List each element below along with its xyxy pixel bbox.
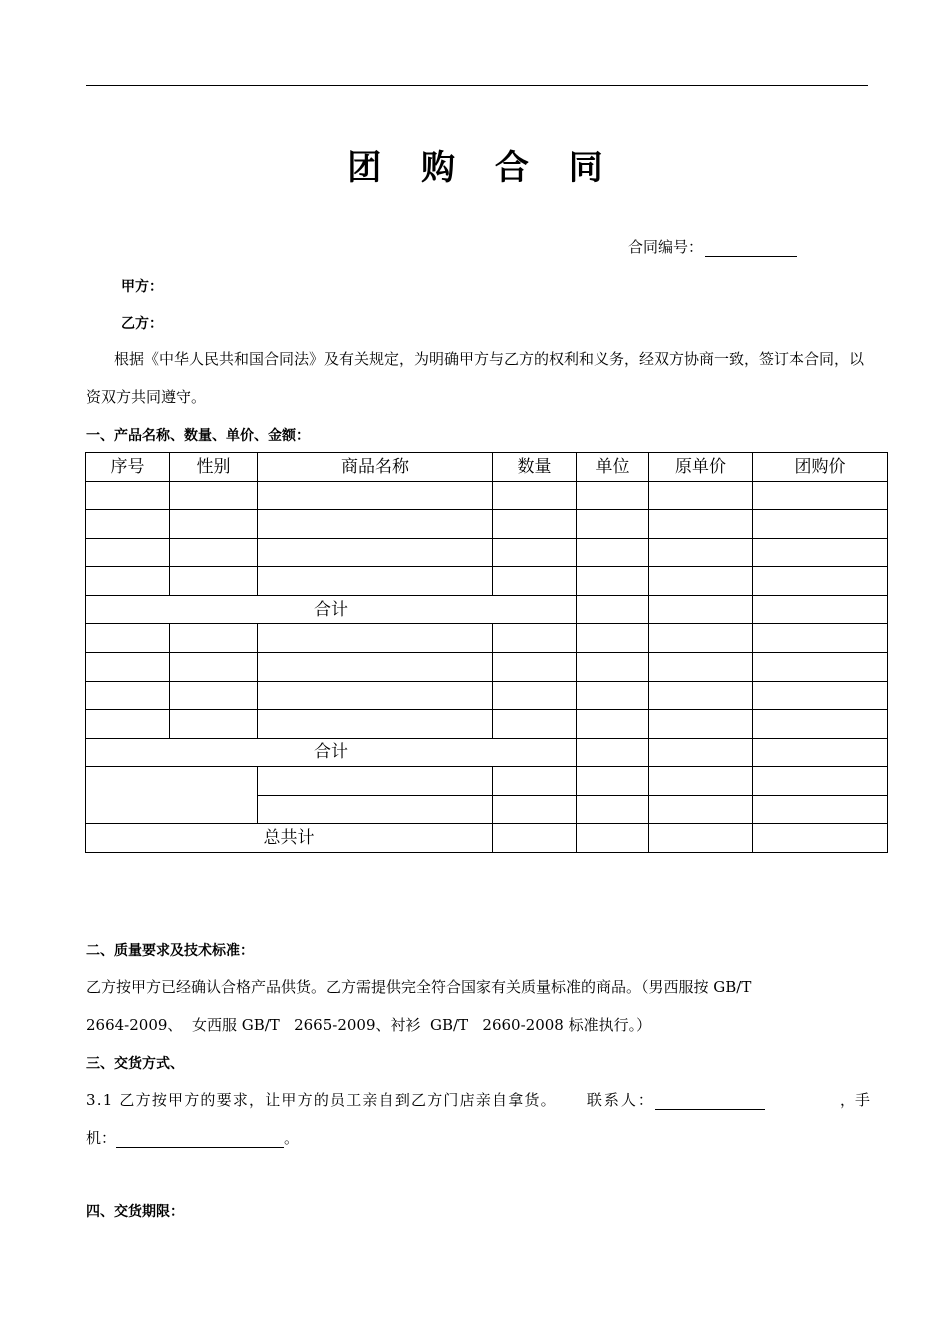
intro-paragraph: 根据《中华人民共和国合同法》及有关规定，为明确甲方与乙方的权利和义务，经双方协商一致，签订本合同，以资双方共同遵守。 xyxy=(86,350,865,406)
table-row xyxy=(86,710,888,739)
table-cell[interactable] xyxy=(649,624,753,653)
table-cell[interactable] xyxy=(86,681,170,710)
table-cell[interactable] xyxy=(577,738,649,767)
table-cell[interactable] xyxy=(493,767,577,796)
table-cell[interactable] xyxy=(258,538,493,567)
goods-table xyxy=(85,452,888,853)
table-cell[interactable] xyxy=(753,652,888,681)
table-cell[interactable] xyxy=(577,767,649,796)
table-cell[interactable] xyxy=(86,710,170,739)
party-b-label: 乙方： xyxy=(121,316,163,332)
contact-field[interactable] xyxy=(655,1095,765,1110)
table-cell[interactable] xyxy=(170,567,258,596)
table-cell[interactable] xyxy=(649,538,753,567)
table-cell[interactable] xyxy=(577,481,649,510)
table-row xyxy=(86,538,888,567)
table-cell[interactable] xyxy=(649,567,753,596)
section-3-heading: 三、交货方式、 xyxy=(86,1056,184,1072)
table-cell[interactable] xyxy=(258,652,493,681)
table-cell[interactable] xyxy=(649,681,753,710)
table-cell[interactable] xyxy=(86,767,258,824)
contract-number xyxy=(628,236,797,257)
table-cell[interactable] xyxy=(753,710,888,739)
table-cell[interactable] xyxy=(493,710,577,739)
table-cell[interactable] xyxy=(86,624,170,653)
table-cell[interactable] xyxy=(577,795,649,824)
quality-text-line-1: 乙方按甲方已经确认合格产品供货。乙方需提供完全符合国家有关质量标准的商品。（男西服按 GB/T xyxy=(86,978,752,996)
table-cell[interactable] xyxy=(649,710,753,739)
contract-number-field[interactable] xyxy=(705,242,797,257)
table-cell[interactable] xyxy=(86,567,170,596)
table-cell[interactable] xyxy=(493,795,577,824)
table-cell[interactable] xyxy=(577,710,649,739)
table-cell[interactable] xyxy=(753,824,888,853)
subtotal-row xyxy=(86,595,888,624)
table-cell[interactable] xyxy=(753,624,888,653)
total-row xyxy=(86,824,888,853)
table-cell[interactable] xyxy=(649,481,753,510)
table-cell[interactable] xyxy=(753,481,888,510)
table-cell[interactable] xyxy=(258,710,493,739)
party-a-label: 甲方： xyxy=(121,279,163,295)
table-cell[interactable] xyxy=(170,710,258,739)
table-cell[interactable] xyxy=(170,681,258,710)
table-cell[interactable] xyxy=(649,652,753,681)
table-cell[interactable] xyxy=(577,538,649,567)
header-cell: 商品名称 xyxy=(258,453,493,482)
table-row xyxy=(86,767,888,796)
table-cell[interactable] xyxy=(493,510,577,539)
table-row xyxy=(86,510,888,539)
table-cell[interactable] xyxy=(577,652,649,681)
table-cell[interactable] xyxy=(170,510,258,539)
table-cell[interactable] xyxy=(493,624,577,653)
section-2-heading: 二、质量要求及技术标准： xyxy=(86,943,254,959)
table-cell[interactable] xyxy=(170,481,258,510)
table-cell[interactable] xyxy=(493,481,577,510)
table-cell[interactable] xyxy=(170,538,258,567)
table-cell[interactable] xyxy=(258,481,493,510)
subtotal-label: 合计 xyxy=(86,595,577,624)
quality-text-line-2: 2664-2009、 女西服 GB/T 2665-2009、衬衫 GB/T 2660-2008 标准执行。） xyxy=(86,1016,652,1034)
table-cell[interactable] xyxy=(649,824,753,853)
header-cell: 序号 xyxy=(86,453,170,482)
contact-label: 联系人： xyxy=(586,1091,655,1109)
table-cell[interactable] xyxy=(649,595,753,624)
header-rule xyxy=(86,85,868,86)
table-cell[interactable] xyxy=(258,510,493,539)
table-cell[interactable] xyxy=(170,652,258,681)
table-cell[interactable] xyxy=(753,510,888,539)
table-cell[interactable] xyxy=(577,595,649,624)
table-cell[interactable] xyxy=(258,767,493,796)
table-cell[interactable] xyxy=(86,652,170,681)
table-cell[interactable] xyxy=(753,538,888,567)
table-cell[interactable] xyxy=(86,510,170,539)
header-cell: 团购价 xyxy=(753,453,888,482)
table-cell[interactable] xyxy=(577,510,649,539)
table-cell[interactable] xyxy=(493,824,577,853)
table-cell[interactable] xyxy=(86,481,170,510)
table-cell[interactable] xyxy=(649,738,753,767)
table-cell[interactable] xyxy=(753,681,888,710)
table-row xyxy=(86,681,888,710)
header-cell: 原单价 xyxy=(649,453,753,482)
table-cell[interactable] xyxy=(170,624,258,653)
table-cell[interactable] xyxy=(577,624,649,653)
table-cell[interactable] xyxy=(753,767,888,796)
table-cell[interactable] xyxy=(753,738,888,767)
delivery-text-line-2 xyxy=(86,1127,870,1148)
contract-number-label: 合同编号： xyxy=(628,238,704,256)
table-cell[interactable] xyxy=(649,510,753,539)
table-row xyxy=(86,624,888,653)
table-cell[interactable] xyxy=(753,795,888,824)
document-title: 团 购 合 同 xyxy=(347,148,617,188)
table-row xyxy=(86,481,888,510)
table-cell[interactable] xyxy=(258,624,493,653)
table-cell[interactable] xyxy=(577,681,649,710)
table-row xyxy=(86,567,888,596)
table-cell[interactable] xyxy=(493,681,577,710)
table-cell[interactable] xyxy=(577,824,649,853)
table-cell[interactable] xyxy=(753,567,888,596)
subtotal-row xyxy=(86,738,888,767)
table-cell[interactable] xyxy=(577,567,649,596)
delivery-method-text: 3.1 乙方按甲方的要求，让甲方的员工亲自到乙方门店亲自拿货。 xyxy=(86,1091,557,1109)
header-cell: 数量 xyxy=(493,453,577,482)
delivery-text-line-1 xyxy=(86,1089,870,1110)
section-1-heading: 一、产品名称、数量、单价、金额： xyxy=(86,428,310,444)
table-cell[interactable] xyxy=(258,567,493,596)
table-cell[interactable] xyxy=(493,652,577,681)
table-cell[interactable] xyxy=(493,538,577,567)
table-row xyxy=(86,652,888,681)
total-label: 总共计 xyxy=(86,824,493,853)
header-cell: 单位 xyxy=(577,453,649,482)
phone-label: 机： xyxy=(86,1129,117,1147)
table-cell[interactable] xyxy=(258,795,493,824)
section-4-heading: 四、交货期限： xyxy=(86,1204,184,1220)
header-cell: 性别 xyxy=(170,453,258,482)
table-cell[interactable] xyxy=(493,567,577,596)
table-header-row xyxy=(86,453,888,482)
table-cell[interactable] xyxy=(649,795,753,824)
table-cell[interactable] xyxy=(258,681,493,710)
table-cell[interactable] xyxy=(86,538,170,567)
phone-field[interactable] xyxy=(116,1133,284,1148)
phone-period: 。 xyxy=(284,1129,300,1147)
subtotal-label: 合计 xyxy=(86,738,577,767)
table-cell[interactable] xyxy=(753,595,888,624)
phone-comma-text: ，手 xyxy=(839,1091,870,1109)
table-cell[interactable] xyxy=(649,767,753,796)
